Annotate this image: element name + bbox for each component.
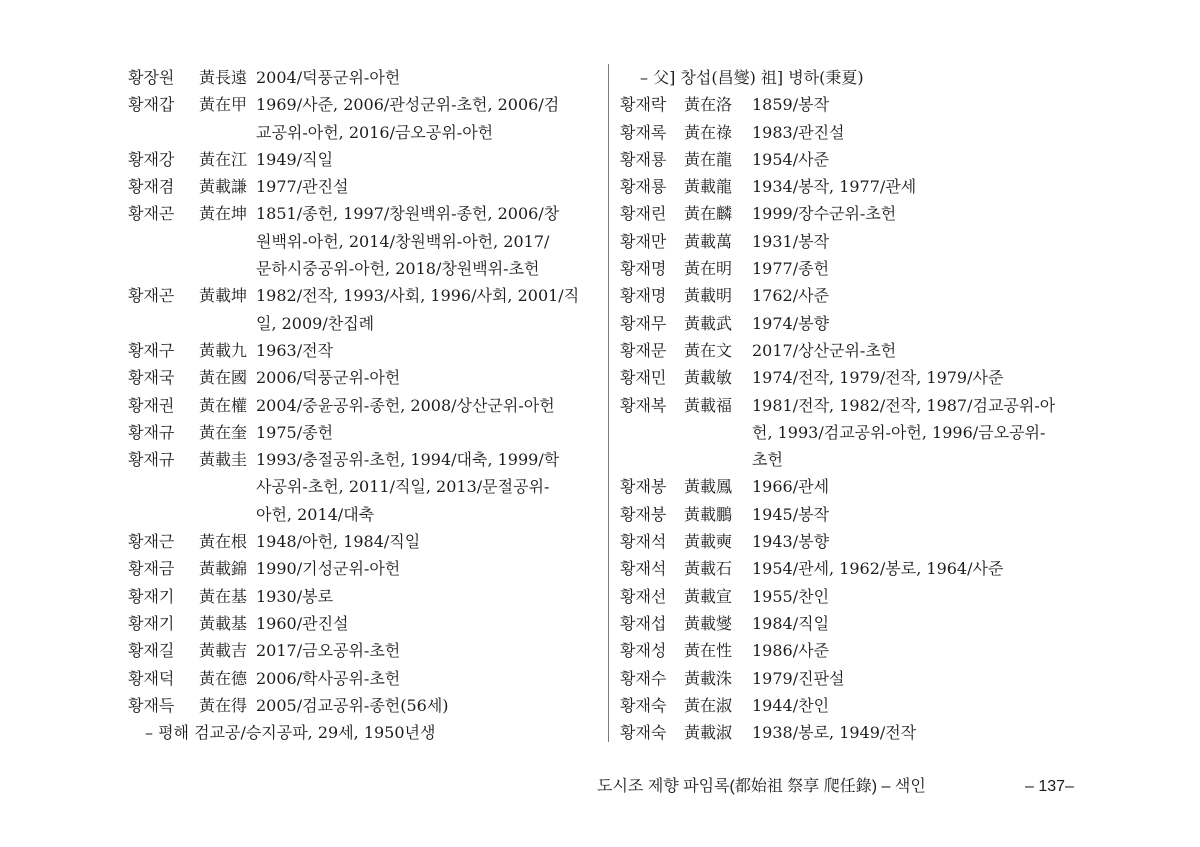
entry-references — [256, 665, 598, 692]
entry-hanja: 黃在淑 — [684, 695, 733, 715]
index-entry — [128, 337, 598, 364]
reference-line: 2004/중윤공위-종헌, 2008/상산군위-아헌 — [256, 395, 555, 415]
entry-references — [752, 501, 1098, 528]
index-entry — [128, 282, 598, 337]
reference-line: 2006/학사공위-초헌 — [256, 668, 401, 688]
index-entry — [128, 528, 598, 555]
entry-name: 황재석 — [620, 559, 667, 579]
entry-name: 황재구 — [128, 340, 175, 360]
index-entry — [620, 692, 1098, 719]
entry-name: 황재강 — [128, 149, 175, 169]
entry-references — [256, 610, 598, 637]
entry-name: 황재국 — [128, 368, 175, 388]
reference-line: 2017/금오공위-초헌 — [256, 641, 401, 661]
entry-name: 황재갑 — [128, 95, 175, 115]
entry-name: 황재락 — [620, 95, 667, 115]
entry-hanja: 黃在根 — [199, 532, 248, 552]
entry-references — [752, 555, 1098, 582]
entry-hanja: 黃在麟 — [684, 204, 733, 224]
entry-references — [752, 200, 1098, 227]
index-entry — [620, 555, 1098, 582]
entry-references — [752, 255, 1098, 282]
index-entry — [620, 473, 1098, 500]
entry-hanja: 黃在奎 — [199, 422, 248, 442]
entry-name: 황재규 — [128, 450, 175, 470]
entry-references — [752, 528, 1098, 555]
index-entry — [620, 255, 1098, 282]
entry-references — [752, 583, 1098, 610]
reference-line: 1979/진판설 — [752, 668, 845, 688]
reference-line: 2005/검교공위-종헌(56세) — [256, 695, 449, 715]
entry-hanja: 黃載明 — [684, 286, 733, 306]
entry-hanja: 黃載鳳 — [684, 477, 733, 497]
entry-references — [256, 637, 598, 664]
entry-name: 황재록 — [620, 122, 667, 142]
reference-line: 1975/종헌 — [256, 422, 334, 442]
entry-references — [256, 528, 598, 555]
entry-references — [752, 637, 1098, 664]
reference-line: 교공위-아헌, 2016/금오공위-아헌 — [256, 122, 494, 142]
index-entry — [620, 528, 1098, 555]
entry-name: 황재덕 — [128, 668, 175, 688]
entry-references — [256, 200, 598, 282]
reference-line: 헌, 1993/검교공위-아헌, 1996/금오공위- — [752, 422, 1046, 442]
entry-references — [752, 282, 1098, 309]
entry-hanja: 黃載燮 — [684, 613, 733, 633]
index-entry — [128, 446, 598, 528]
entry-name: 황재선 — [620, 586, 667, 606]
index-entry — [620, 501, 1098, 528]
entry-references — [752, 610, 1098, 637]
reference-line: 1944/찬인 — [752, 695, 830, 715]
entry-name: 황재섭 — [620, 613, 667, 633]
page-number: – 137– — [1025, 778, 1074, 795]
entry-hanja: 黃在基 — [199, 586, 248, 606]
entry-references — [256, 64, 598, 91]
reference-line: 1938/봉로, 1949/전작 — [752, 723, 917, 743]
index-entry — [620, 637, 1098, 664]
entry-hanja: 黃載鵬 — [684, 504, 733, 524]
reference-line: 1974/전작, 1979/전작, 1979/사준 — [752, 368, 1004, 388]
reference-line: 원백위-아헌, 2014/창원백위-아헌, 2017/ — [256, 231, 550, 251]
index-entry — [128, 91, 598, 146]
index-entry-list — [128, 64, 598, 719]
entry-references — [752, 146, 1098, 173]
reference-line: 1851/종헌, 1997/창원백위-종헌, 2006/창 — [256, 204, 560, 224]
reference-line: 1983/관진설 — [752, 122, 845, 142]
entry-hanja: 黃載淑 — [684, 723, 733, 743]
entry-name: 황재붕 — [620, 504, 667, 524]
entry-hanja: 黃載石 — [684, 559, 733, 579]
reference-line: 1982/전작, 1993/사회, 1996/사회, 2001/직 — [256, 286, 580, 306]
index-entry — [128, 173, 598, 200]
index-entry — [620, 364, 1098, 391]
entry-hanja: 黃在德 — [199, 668, 248, 688]
index-entry — [128, 665, 598, 692]
reference-line: 1945/봉작 — [752, 504, 830, 524]
index-entry — [620, 392, 1098, 474]
entry-hanja: 黃在甲 — [199, 95, 248, 115]
index-entry — [128, 392, 598, 419]
entry-name: 황재수 — [620, 668, 667, 688]
reference-line: 1977/종헌 — [752, 259, 830, 279]
entry-references — [752, 719, 1098, 746]
entry-hanja: 黃載龍 — [684, 177, 733, 197]
entry-hanja: 黃載敏 — [684, 368, 733, 388]
reference-line: 1986/사준 — [752, 641, 830, 661]
entry-references — [752, 665, 1098, 692]
index-entry — [128, 555, 598, 582]
entry-name: 황재곤 — [128, 204, 175, 224]
entry-name: 황재문 — [620, 340, 667, 360]
index-entry — [620, 200, 1098, 227]
reference-line: 1981/전작, 1982/전작, 1987/검교공위-아 — [752, 395, 1056, 415]
reference-line: 2017/상산군위-초헌 — [752, 340, 897, 360]
entry-references — [256, 173, 598, 200]
index-entry — [620, 228, 1098, 255]
entry-references — [256, 392, 598, 419]
entry-references — [752, 692, 1098, 719]
index-right-column — [620, 64, 1098, 746]
reference-line: 2006/덕풍군위-아헌 — [256, 368, 401, 388]
entry-hanja: 黃載圭 — [199, 450, 248, 470]
reference-line: 2004/덕풍군위-아헌 — [256, 68, 401, 87]
entry-references — [752, 91, 1098, 118]
entry-references — [752, 310, 1098, 337]
entry-name: 황재만 — [620, 231, 667, 251]
entry-name: 황재룡 — [620, 149, 667, 169]
entry-hanja: 黃載錦 — [199, 559, 248, 579]
index-entry — [620, 91, 1098, 118]
entry-references — [256, 419, 598, 446]
entry-name: 황재성 — [620, 641, 667, 661]
index-entry — [620, 583, 1098, 610]
entry-references — [752, 364, 1098, 391]
entry-references — [256, 692, 598, 719]
index-entry — [620, 282, 1098, 309]
entry-hanja: 黃在明 — [684, 259, 733, 279]
index-entry — [620, 665, 1098, 692]
reference-line: 1943/봉향 — [752, 532, 830, 552]
reference-line: 1949/직일 — [256, 149, 334, 169]
entry-references — [752, 473, 1098, 500]
reference-line: 1963/전작 — [256, 340, 334, 360]
entry-references — [752, 173, 1098, 200]
entry-name: 황재봉 — [620, 477, 667, 497]
entry-references — [256, 282, 598, 337]
reference-line: 1960/관진설 — [256, 613, 349, 633]
entry-name: 황재기 — [128, 613, 175, 633]
index-entry — [620, 719, 1098, 746]
index-left-column — [128, 64, 598, 746]
reference-line: 1954/관세, 1962/봉로, 1964/사준 — [752, 559, 1004, 579]
entry-name: 황재규 — [128, 422, 175, 442]
entry-hanja: 黃在文 — [684, 340, 733, 360]
entry-hanja: 黃載謙 — [199, 177, 248, 197]
entry-name: 황재권 — [128, 395, 175, 415]
entry-hanja: 黃在性 — [684, 641, 733, 661]
entry-references — [752, 228, 1098, 255]
entry-hanja: 黃載福 — [684, 395, 733, 415]
index-entry — [128, 610, 598, 637]
entry-name: 황재석 — [620, 532, 667, 552]
index-entry — [128, 419, 598, 446]
entry-hanja: 黃在坤 — [199, 204, 248, 224]
index-entry — [128, 200, 598, 282]
entry-hanja: 黃在國 — [199, 368, 248, 388]
entry-references — [256, 364, 598, 391]
reference-line: 아헌, 2014/대축 — [256, 504, 375, 524]
entry-hanja: 黃在江 — [199, 149, 248, 169]
reference-line: 1969/사준, 2006/관성군위-초헌, 2006/검 — [256, 95, 560, 115]
reference-line: 1934/봉작, 1977/관세 — [752, 177, 917, 197]
entry-name: 황재길 — [128, 641, 175, 661]
reference-line: 1931/봉작 — [752, 231, 830, 251]
entry-note: – 평해 검교공/승지공파, 29세, 1950년생 — [145, 723, 436, 743]
entry-hanja: 黃載武 — [684, 313, 733, 333]
reference-line: 1993/충절공위-초헌, 1994/대축, 1999/학 — [256, 450, 560, 470]
reference-line: 1984/직일 — [752, 613, 830, 633]
entry-hanja: 黃載奭 — [684, 532, 733, 552]
reference-line: 1930/봉로 — [256, 586, 334, 606]
reference-line: 1990/기성군위-아헌 — [256, 559, 401, 579]
entry-references — [752, 337, 1098, 364]
reference-line: 초헌 — [752, 450, 783, 470]
reference-line: 1762/사준 — [752, 286, 830, 306]
reference-line: 1954/사준 — [752, 149, 830, 169]
entry-name: 황재금 — [128, 559, 175, 579]
entry-references — [752, 392, 1098, 474]
reference-line: 1977/관진설 — [256, 177, 349, 197]
entry-name: 황재룡 — [620, 177, 667, 197]
reference-line: 문하시중공위-아헌, 2018/창원백위-초헌 — [256, 259, 540, 279]
index-entry — [620, 173, 1098, 200]
entry-references — [256, 91, 598, 146]
index-entry — [128, 692, 598, 719]
entry-note: – 父] 창섭(昌燮) 祖] 병하(秉夏) — [640, 68, 864, 87]
reference-line: 1948/아헌, 1984/직일 — [256, 532, 421, 552]
index-entry — [128, 583, 598, 610]
entry-name: 황재린 — [620, 204, 667, 224]
entry-name: 황재숙 — [620, 723, 667, 743]
entry-name: 황장원 — [128, 68, 175, 87]
reference-line: 1859/봉작 — [752, 95, 830, 115]
reference-line: 사공위-초헌, 2011/직일, 2013/문절공위- — [256, 477, 550, 497]
entry-name: 황재민 — [620, 368, 667, 388]
entry-hanja: 黃在龍 — [684, 149, 733, 169]
index-entry — [620, 337, 1098, 364]
entry-hanja: 黃載洙 — [684, 668, 733, 688]
index-entry — [620, 119, 1098, 146]
entry-hanja: 黃載宣 — [684, 586, 733, 606]
index-entry — [128, 146, 598, 173]
entry-hanja: 黃載基 — [199, 613, 248, 633]
index-entry — [620, 146, 1098, 173]
entry-name: 황재숙 — [620, 695, 667, 715]
entry-hanja: 黃在洛 — [684, 95, 733, 115]
index-entry — [128, 637, 598, 664]
entry-references — [752, 119, 1098, 146]
entry-name: 황재근 — [128, 532, 175, 552]
entry-references — [256, 446, 598, 528]
running-footer-title: 도시조 제향 파임록(都始祖 祭享 爬任錄) – 색인 — [597, 778, 926, 795]
index-entry — [620, 310, 1098, 337]
reference-line: 1999/장수군위-초헌 — [752, 204, 897, 224]
reference-line: 일, 2009/찬집례 — [256, 313, 375, 333]
entry-hanja: 黃載九 — [199, 340, 248, 360]
entry-hanja: 黃在祿 — [684, 122, 733, 142]
index-entry-list — [620, 91, 1098, 746]
entry-references — [256, 583, 598, 610]
entry-name: 황재무 — [620, 313, 667, 333]
entry-name: 황재명 — [620, 286, 667, 306]
column-divider — [608, 64, 609, 742]
entry-hanja: 黃在權 — [199, 395, 248, 415]
index-entry — [128, 364, 598, 391]
entry-name: 황재명 — [620, 259, 667, 279]
entry-name: 황재기 — [128, 586, 175, 606]
entry-name: 황재득 — [128, 695, 175, 715]
entry-references — [256, 146, 598, 173]
entry-references — [256, 337, 598, 364]
entry-name: 황재겸 — [128, 177, 175, 197]
reference-line: 1974/봉향 — [752, 313, 830, 333]
reference-line: 1966/관세 — [752, 477, 830, 497]
entry-hanja: 黃載坤 — [199, 286, 248, 306]
index-entry — [128, 64, 598, 91]
entry-hanja: 黃在得 — [199, 695, 248, 715]
index-entry — [620, 610, 1098, 637]
entry-name: 황재복 — [620, 395, 667, 415]
entry-name: 황재곤 — [128, 286, 175, 306]
entry-references — [256, 555, 598, 582]
entry-hanja: 黃載萬 — [684, 231, 733, 251]
reference-line: 1955/찬인 — [752, 586, 830, 606]
entry-hanja: 黃載吉 — [199, 641, 248, 661]
entry-hanja: 黃長遠 — [199, 68, 248, 87]
